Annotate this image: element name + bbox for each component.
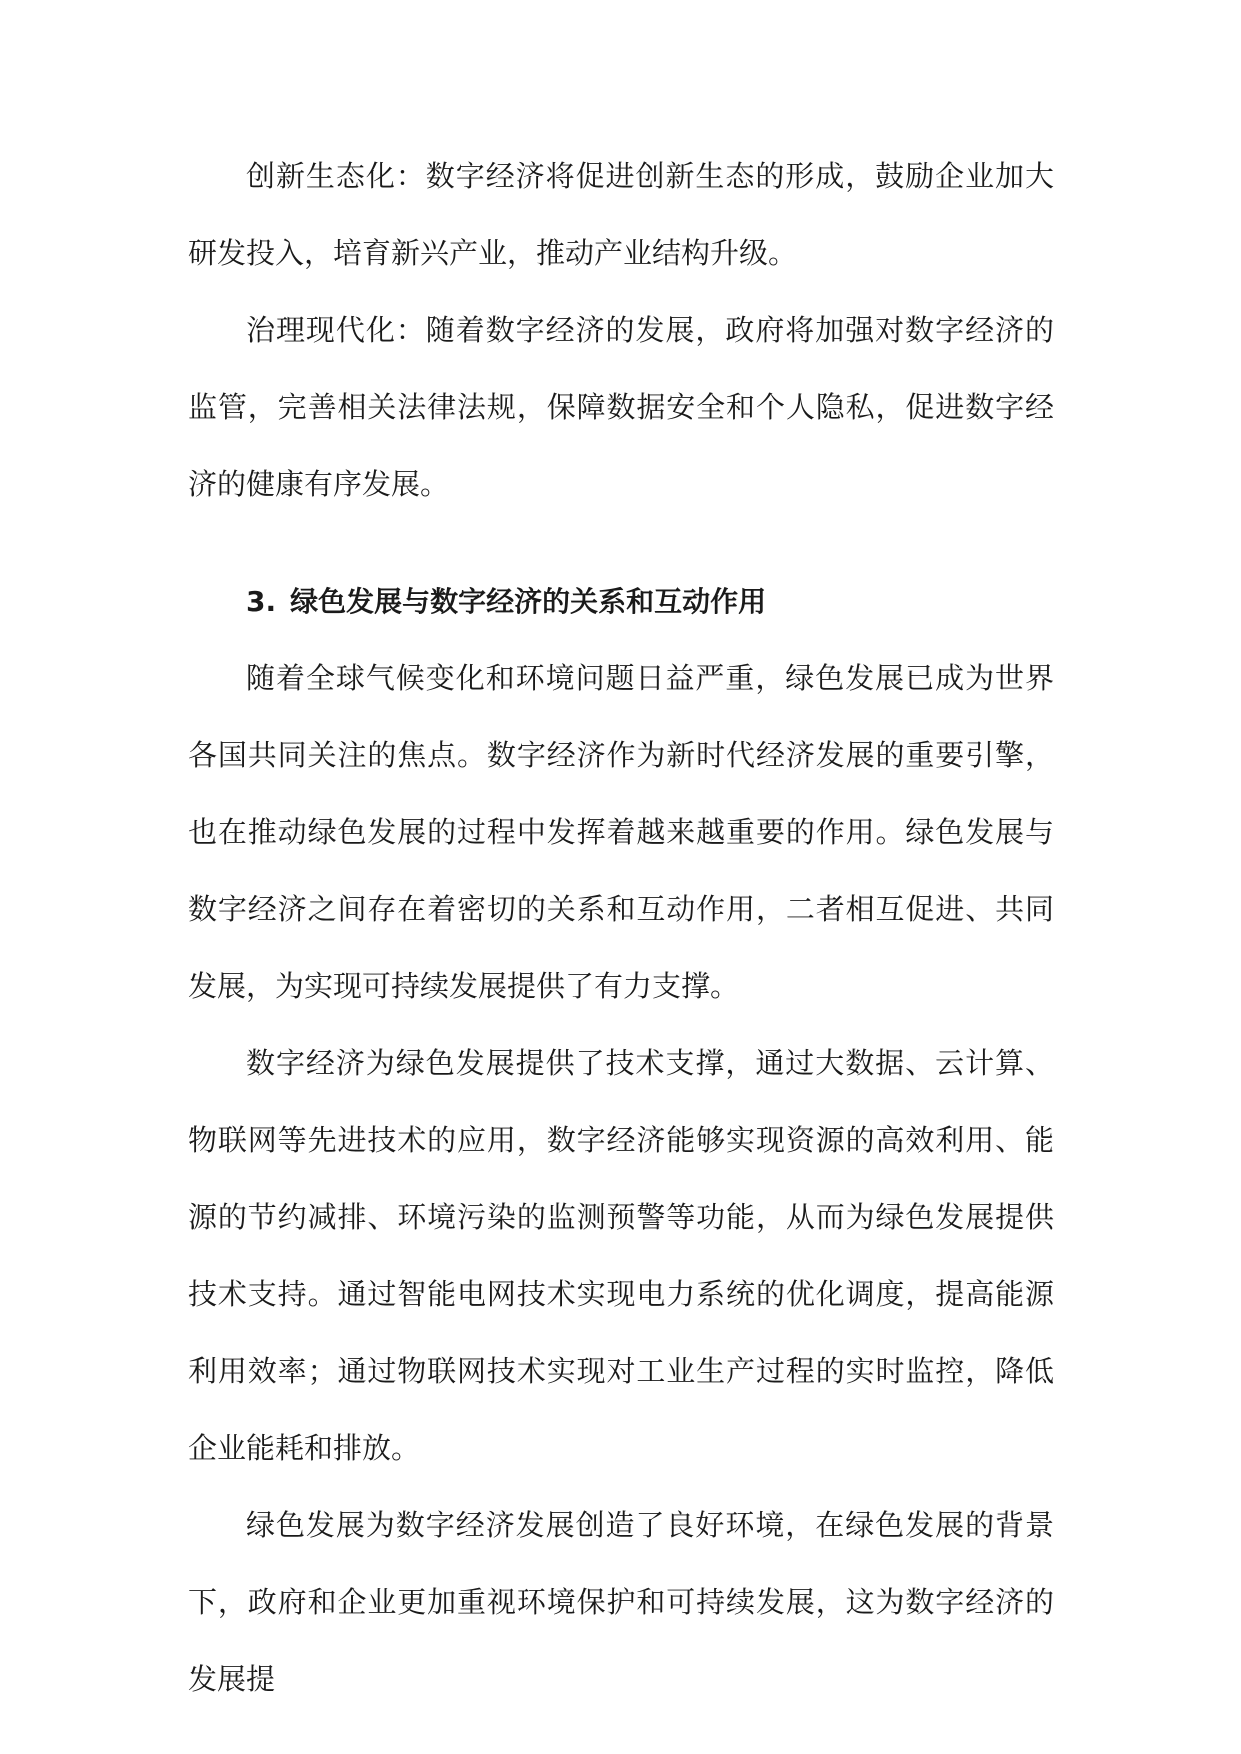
- paragraph-technical-support: 数字经济为绿色发展提供了技术支撑，通过大数据、云计算、物联网等先进技术的应用，数字经济能够实现资源的高效利用、能源的节约减排、环境污染的监测预警等功能，从而为绿色发展提供技术支持。通过智能电网技术实现电力系统的优化调度，提高能源利用效率；通过物联网技术实现对工业生产过程的实时监控，降低企业能耗和排放。: [188, 1046, 1054, 1465]
- paragraph-innovation-ecology: 创新生态化：数字经济将促进创新生态的形成，鼓励企业加大研发投入，培育新兴产业，推动产业结构升级。: [188, 159, 1054, 270]
- section-title: 绿色发展与数字经济的关系和互动作用: [290, 585, 767, 618]
- section-number: 3.: [246, 585, 277, 618]
- section-spacer: [188, 523, 1054, 563]
- document-body: [188, 138, 1054, 1718]
- section-heading: [188, 563, 1054, 640]
- paragraph-governance-modernization: 治理现代化：随着数字经济的发展，政府将加强对数字经济的监管，完善相关法律法规，保障数据安全和个人隐私，促进数字经济的健康有序发展。: [188, 313, 1054, 501]
- paragraph-relationship-intro: 随着全球气候变化和环境问题日益严重，绿色发展已成为世界各国共同关注的焦点。数字经济作为新时代经济发展的重要引擎，也在推动绿色发展的过程中发挥着越来越重要的作用。绿色发展与数字经济之间存在着密切的关系和互动作用，二者相互促进、共同发展，为实现可持续发展提供了有力支撑。: [188, 661, 1054, 1003]
- paragraph-good-environment: 绿色发展为数字经济发展创造了良好环境，在绿色发展的背景下，政府和企业更加重视环境保护和可持续发展，这为数字经济的发展提: [188, 1508, 1054, 1696]
